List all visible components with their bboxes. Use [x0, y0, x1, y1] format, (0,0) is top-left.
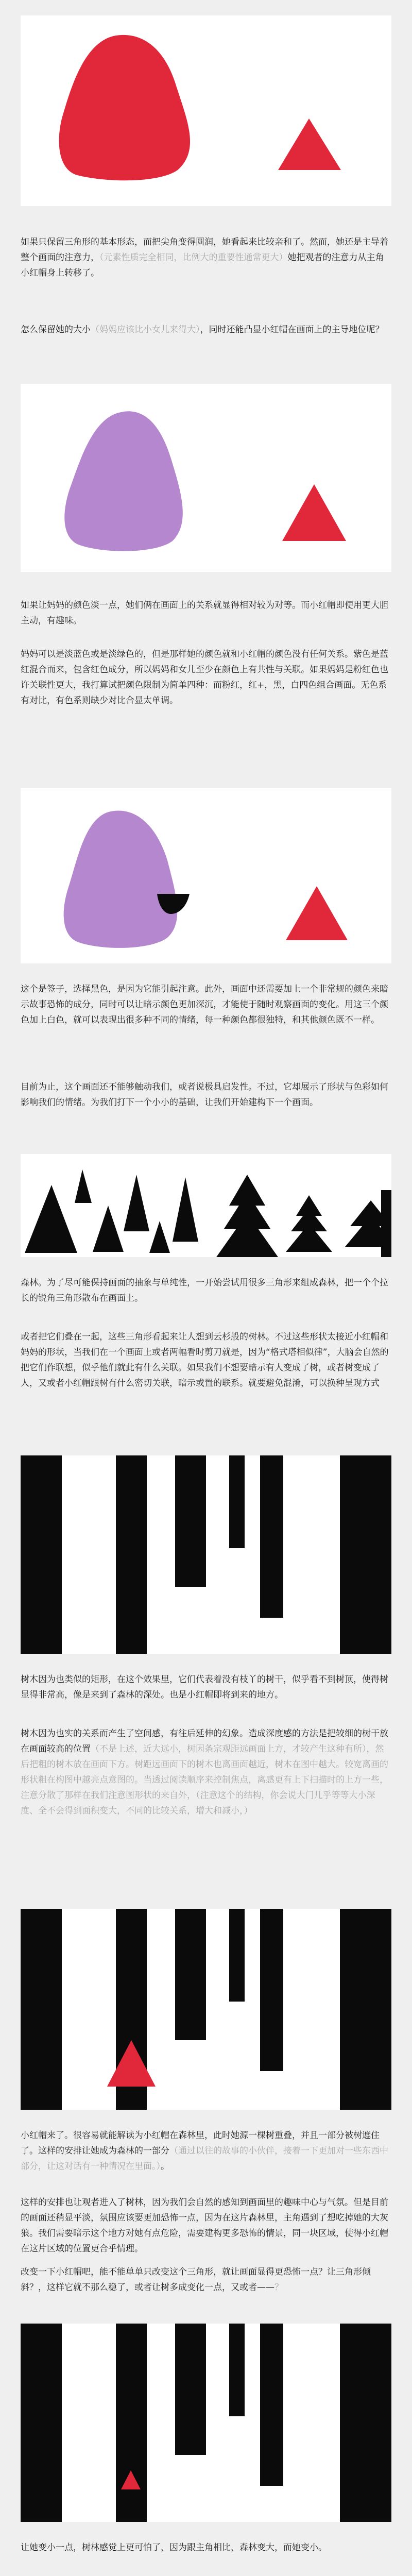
red-triangle [282, 484, 346, 541]
red-triangle [286, 886, 348, 940]
illustration-purple-blob-with-mouth [21, 788, 391, 963]
paragraph-11 [21, 2128, 391, 2174]
paragraph-1 [21, 234, 391, 281]
paragraph-9: 树木因为也类似的矩形，在这个效果里，它们代表着没有枝丫的树干，似乎看不到树顶，使得树显得非常高，像是来到了森林的深处。也是小红帽即将到来的地方。 [21, 1674, 388, 1700]
paragraph-13 [21, 2264, 391, 2295]
paragraph-11-aside: （通过以往的故事的小伙伴，接着一下更加对一些东西中部分，让这对话有一种情况在里面。） [21, 2146, 388, 2172]
illustration-forest-with-red-riding-hood [21, 1909, 391, 2110]
paragraph-5: 这个是签子，选择黑色，是因为它能引起注意。此外，画面中还需要加上一个非常规的颜色来暗示故事恐怖的成分，同时可以让暗示颜色更加深沉，才能使于随时观察画面的变化。用这三个颜色加上白色，就可以表现出很多种不同的情绪，每一种颜色都很独特，和其他颜色既不一样。 [21, 984, 388, 1025]
illustration-red-blob-and-triangle [21, 15, 391, 206]
illustration-forest-with-small-red-riding-hood [21, 2324, 391, 2522]
tree-trunks [21, 1455, 391, 1654]
paragraph-7: 森林。为了尽可能保持画面的抽象与单纯性，一开始尝试用很多三角形来组成森林，把一个个拉长的锐角三角形散布在画面上。 [21, 1278, 388, 1303]
paragraph-3: 如果让妈妈的颜色淡一点，她们俩在画面上的关系就显得相对较为对等。而小红帽即便用更大胆主动，有趣味。 [21, 600, 388, 626]
paragraph-12: 这样的安排也让观者进入了树林，因为我们会自然的感知到画面里的趣味中心与气氛。但是目前的画面还稍显平淡，氛围应该要更加恐怖一点，因为在这片森林里，主角遇到了想吃掉她的大灰狼。我们需要暗示这个地方对她有点危险，需要建构更多恐怖的情景，同一块区域，使得小红帽在这片区域的位置更合乎情理。 [21, 2197, 388, 2254]
paragraph-1-aside: （元素性质完全相同，比例大的重要性通常更大） [99, 252, 288, 263]
paragraph-13-text: 改变一下小红帽吧，能不能单单只改变这个三角形，就让画面显得更恐怖一点？让三角形倾斜？，这样它就不那么稳了，或者让树多成变化一点，又或者—— [21, 2267, 371, 2293]
paragraph-8: 或者把它们叠在一起，这些三角形看起来让人想到云杉般的树林。不过这些形状太接近小红帽和妈妈的形状，当我们在一个画面上或者两幅看时剪刀就是，因为“格式塔相似律”，大脑会自然的把它们作联想，似乎他们就此有什么关联。如果我们不想要暗示有人变成了树，或者树变成了人，又或者小红帽跟树有什么密切关联，暗示或置的联系。就要避免混淆，可以换种呈现方式 [21, 1332, 389, 1388]
red-triangle [278, 118, 341, 170]
tree-trunks [21, 2324, 391, 2522]
paragraph-14: 让她变小一点，树林感觉上更可怕了，因为跟主角相比，森林变大，而她变小。 [21, 2543, 327, 2553]
illustration-purple-blob-and-triangle [21, 384, 391, 572]
paragraph-1-text-end: 她把观者的注意力从主角小红帽身上转移了。 [21, 252, 384, 278]
paragraph-2-aside: （妈妈应该比小女儿来得大） [91, 325, 200, 335]
paragraph-13-aside: ？ [274, 2282, 283, 2293]
paragraph-10-aside: （不是上述，近大远小，树因条宗观距远画面上方，才较产生这种有所） [91, 1744, 367, 1754]
tree-trunks [21, 1909, 391, 2110]
paragraph-4: 妈妈可以是淡蓝色或是淡绿色的，但是那样她的颜色就和小红帽的颜色没有任何关系。紫色是蓝红混合而来，包含红色成分，所以妈妈和女儿至少在颜色上有共性与关联。如果妈妈是粉红色也许关联性更大，我打算试把颜色限制为简单四种：而粉红，红+，黑，白四色组合画面。无色系有对比，有色系则缺少对比合显太单调。 [21, 649, 388, 706]
mother-purple-blob [64, 810, 178, 947]
paragraph-2-text: 怎么保留她的大小 [21, 325, 91, 335]
illustration-trunk-forest [21, 1455, 391, 1654]
paragraph-1-text: 如果只保留三角形的基本形态，而把尖角变得圆润，她看起来比较亲和了。然而，她还是主导着整个画面的注意力， [21, 237, 388, 263]
paragraph-10-text: 树木因为也实的关系而产生了空间感，有往后延伸的幻象。造成深度感的方法是把较细的树干放在画面较高的位置 [21, 1728, 388, 1754]
red-riding-hood-triangle [107, 2040, 156, 2087]
illustration-triangle-forests [21, 1154, 391, 1257]
paragraph-10-aside-3: （注意这个的结构，你会说大门几乎等等大小深度、全不会得到面积变大，不同的比较关系，增大和减小，） [21, 1790, 375, 1816]
paragraph-2-text-end: ，同时还能凸显小红帽在画面上的主导地位呢？ [200, 325, 384, 335]
mother-purple-blob [64, 411, 183, 551]
paragraph-11-text: 小红帽来了。很容易就能解读为小红帽在森林里，此时她源一棵树重叠，并且一部分被树遮住了。这样的安排让她成为森林的一部分 [21, 2130, 380, 2156]
paragraph-2 [21, 322, 391, 337]
paragraph-11-text-end: 。 [161, 2161, 169, 2172]
paragraph-6: 目前为止，这个画面还不能够触动我们，或者说极具启发性。不过，它却展示了形状与色彩如何影响我们的情绪。为我们打下一个小小的基础，让我们开始建构下一个画面。 [21, 1082, 388, 1108]
paragraph-10 [21, 1726, 391, 1819]
paragraph-10-aside-2: ，然后把粗的树木放在画面下方。树距远画面下的树木也离画面越近，树木在图中越大。较宽离画的形状粗在构图中越亮点意图的。当透过阅读顺序来控制焦点，离感更有上下扫描时的上方一些，注意分散了那样在我们注意图形状的来自外， [21, 1744, 388, 1801]
mother-red-blob [59, 35, 190, 180]
